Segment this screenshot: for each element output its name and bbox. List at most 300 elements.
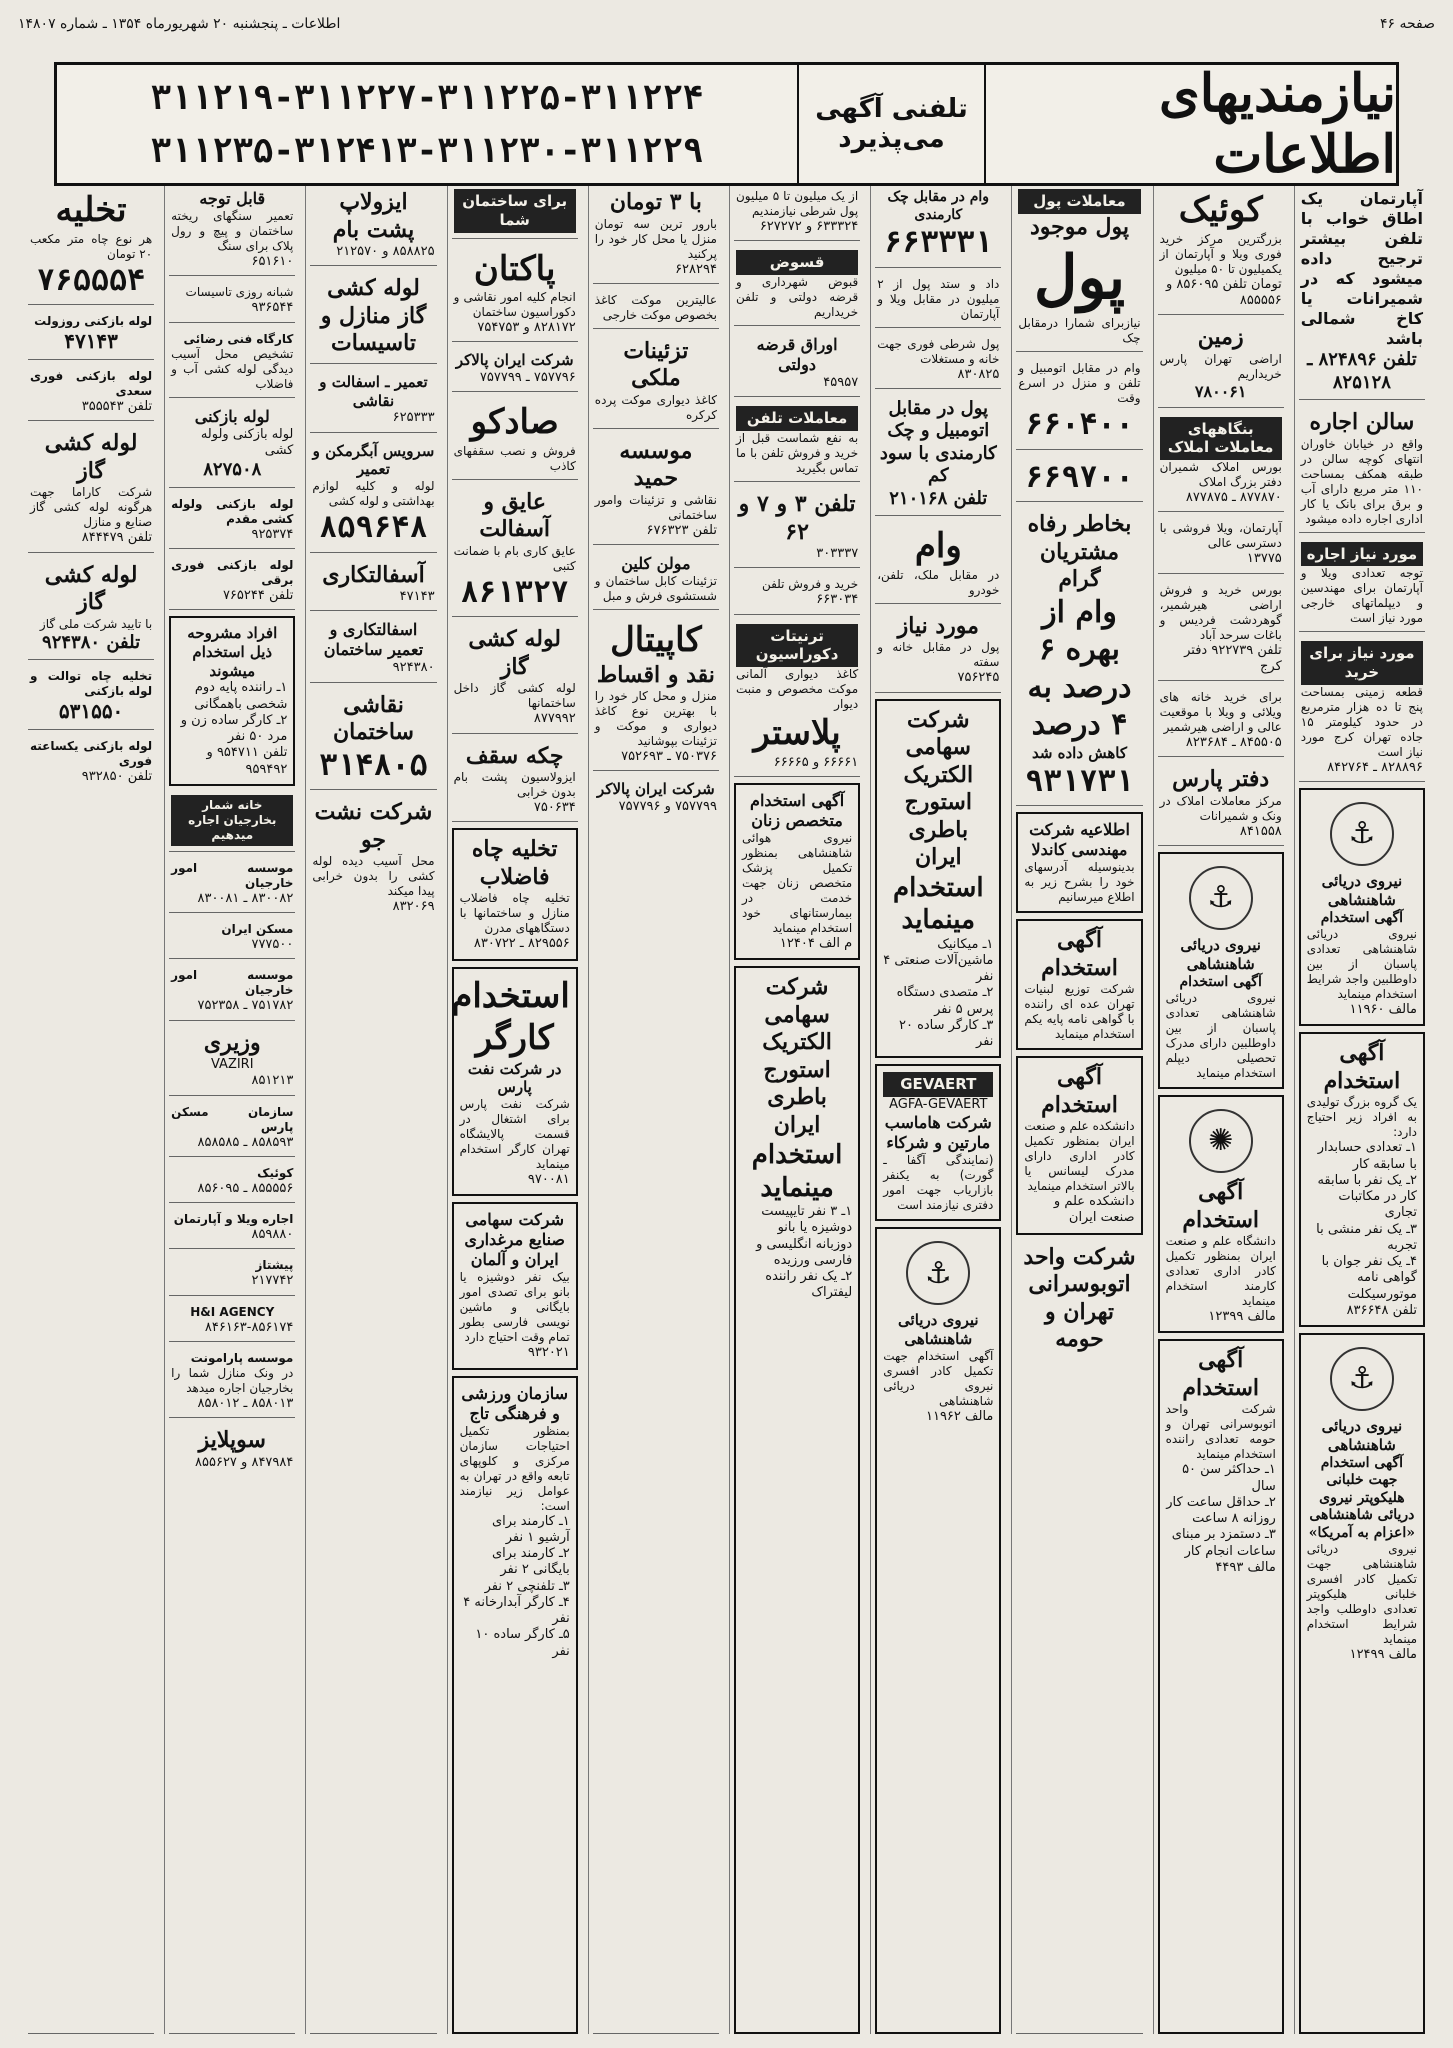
- ad-phone: ۸۵۱۲۱۳: [251, 1073, 294, 1089]
- ad-heading: لوله کشی گاز: [468, 626, 562, 680]
- ad-text: با تایید شرکت ملی گاز: [39, 616, 153, 631]
- ad-insulation-asphalt: [452, 486, 578, 618]
- ad-heading: مورد نیاز: [897, 612, 979, 639]
- ad-phone: ۸۷۷۹۹۲: [533, 711, 576, 727]
- ad-number: ۷۶۵۵۵۴: [36, 262, 146, 298]
- ad-text: (نمایندگی آگفا ـ گورت) به یکنفر بازاریاب جهت امور دفتری نیازمند است: [883, 1153, 994, 1213]
- ad-list-item: ۳ـ کارگر ساده ۲۰ نفر: [898, 1017, 994, 1049]
- ad-phone: ۸۴۵۵۰۵ ـ ۸۲۳۶۸۴: [1185, 735, 1282, 750]
- ad-list-item: ۳ـ دستمزد بر مبنای ساعات انجام کار: [1171, 1527, 1276, 1559]
- ad-phone: ۴۷۱۴۳: [399, 589, 435, 604]
- ad-text: یک گروه بزرگ تولیدی به افراد زیر احتیاج دارد:: [1306, 1095, 1417, 1140]
- ad-text: اراضی تهران پارس خریداریم: [1159, 351, 1282, 381]
- ad-list-item: ۲ـ یک نفر با سابقه کار در مکاتبات تجاری: [1317, 1172, 1417, 1221]
- ad-hamid-institute: [593, 435, 719, 545]
- ad-gas-piping: [452, 623, 578, 733]
- ad-heading: چکه سقف: [465, 742, 564, 769]
- ad-heading: مورد نیاز برای خرید: [1301, 641, 1423, 685]
- ad-paktan: [452, 245, 578, 343]
- ad-heading: وام: [914, 526, 962, 567]
- ad-phone: تلفن ۷۶۵۲۴۴: [222, 587, 294, 603]
- ad-heading: مورد نیاز اجاره: [1301, 542, 1423, 567]
- ad-bills: [734, 247, 860, 326]
- ad-phone: تلفن ۳۵۵۵۴۳: [81, 399, 153, 414]
- ad-quick: [169, 1163, 295, 1203]
- ad-text: از یک میلیون تا ۵ میلیون پول شرطی نیازمندیم: [735, 189, 859, 218]
- ad-heading: سازمان مسکن پارس: [171, 1104, 294, 1134]
- ad-phone: ۷۷۷۵۰۰: [251, 937, 294, 952]
- banner-phones-line-1: ۳۱۱۲۱۹-۳۱۱۲۲۷-۳۱۱۲۲۵-۳۱۱۲۲۴: [150, 77, 704, 118]
- ad-phone: تلفن ۲۱۰۱۶۸: [889, 487, 988, 509]
- ad-phone: ۸۲۹۵۵۶ ـ ۸۳۰۷۲۲: [473, 936, 570, 952]
- ad-heading: آگهی استخدام: [1323, 1040, 1401, 1094]
- ad-heading: نیروی دریائی شاهنشاهی: [898, 1311, 979, 1348]
- ad-big-text: استخدام مینماید: [892, 872, 984, 935]
- ad-nasht-jou: [310, 796, 436, 2034]
- ad-phone: تلفن ۹۲۴۳۸۰: [42, 631, 141, 653]
- ad-logo-text: VAZIRI: [210, 1057, 254, 1072]
- ad-battery-typists: [734, 966, 860, 2034]
- ad-karama-gas: [28, 427, 154, 552]
- ad-text: بزرگترین مرکز خرید فوری ویلا و آپارتمان از یکمیلیون تا ۵۰ میلیون: [1159, 231, 1282, 276]
- ad-heading: بنگاههای معاملات املاک: [1160, 417, 1282, 461]
- ad-heading: شبانه روزی تاسیسات: [185, 285, 294, 300]
- ad-palakar: [452, 348, 578, 392]
- ad-number: ۹۳۱۷۳۱: [1025, 763, 1134, 799]
- ad-heading: وام در مقابل چک کارمندی: [887, 189, 990, 223]
- ad-text: بمنظور تکمیل احتیاجات سازمان مرکزی و کلوپهای تابعه واقع در تهران به عوامل زیر نیازمند است:: [459, 1423, 570, 1513]
- ad-gynecologist: [734, 783, 860, 960]
- ad-text: تشخیص محل آسیب دیدگی لوله کشی آب و فاضلاب: [171, 346, 294, 391]
- ad-money-available: [1016, 186, 1142, 352]
- anchor-emblem-icon: ⚓: [1330, 1347, 1394, 1411]
- ad-heading: ترنیتات دکوراسیون: [736, 624, 858, 668]
- ad-phone: ۲۱۷۷۴۲: [251, 1273, 294, 1289]
- ad-rent-needed: [1299, 539, 1425, 633]
- issue-line: اطلاعات ـ پنجشنبه ۲۰ شهریورماه ۱۳۵۴ ـ شماره ۱۴۸۰۷: [18, 16, 341, 32]
- ad-quick-villa: [1158, 186, 1284, 315]
- ad-iran-palakar: [593, 777, 719, 2034]
- ad-text: مرکز معاملات املاک در ونک و شمیرانات: [1159, 793, 1282, 823]
- ad-heading: نیروی دریائی شاهنشاهی: [1321, 872, 1403, 909]
- ad-heading: آگهی استخدام: [1041, 927, 1118, 981]
- ad-number: ۶۶۳۳۳۱: [884, 225, 993, 260]
- ad-phone: تلفن ۹۳۲۸۵۰: [81, 769, 153, 784]
- ad-asphalting: [310, 559, 436, 612]
- ad-heading: تخلیه چاه توالت و لوله بازکنی: [29, 669, 153, 698]
- ad-phone-trade: [734, 574, 860, 614]
- ad-heading: برای ساختمان شما: [454, 189, 576, 233]
- ad-rent-to-foreigners: [169, 792, 295, 852]
- ad-three-toman: [593, 186, 719, 284]
- ad-text: در مقابل ملک، تلفن، خودرو: [877, 567, 1000, 597]
- ad-phone: ۸۴۱۵۵۸: [1239, 823, 1282, 839]
- ad-subheading: آگهی استخدام جهت خلبانی هلیکوپتر نیروی دریائی شاهنشاهی «اعزام به آمریکا»: [1308, 1454, 1415, 1541]
- ad-worker-hiring: [452, 967, 578, 1197]
- ad-heading: لوله بازکنی فوری برقی: [171, 557, 294, 587]
- ad-foreigners-affairs-2: [169, 965, 295, 1020]
- ad-loan-number: [1016, 456, 1142, 503]
- ad-phone: ۷۵۷۷۹۹ و ۷۵۷۷۹۶: [618, 799, 717, 814]
- ad-big-word: پلاستر: [753, 713, 841, 753]
- ad-text: لوله بازکنی یکساعته فوری: [29, 739, 153, 768]
- ad-phone: ۷۵۰۶۳۴: [533, 800, 576, 815]
- ad-number: ۶۶۰۴۰۰: [1025, 407, 1134, 443]
- ad-heading: نیروی دریائی شاهنشاهی: [1321, 1417, 1403, 1454]
- ad-list-item: ۴ـ کارگر آبدارخانه ۴ نفر: [463, 1594, 570, 1626]
- ad-heading: موسسه امور خارجیان: [171, 860, 294, 890]
- ad-saadi-unclog: [28, 366, 154, 421]
- ad-water-heater: [310, 439, 436, 553]
- ad-text: نقاشی و تزئینات وامور ساختمانی: [594, 492, 717, 522]
- ad-heading: شرکت ایران پالاکر: [455, 351, 574, 370]
- ad-columns: [24, 186, 1429, 2034]
- ad-list-item: ۲ـ متصدی دستگاه پرس ۵ نفر: [896, 985, 994, 1017]
- ad-text: تخلیه چاه فاضلاب منازل و ساختمانها با دستگاههای مدرن: [459, 891, 570, 936]
- ad-phone: ۸۳۰۰۸۲ ـ ۸۳۰۰۸۱: [197, 890, 294, 906]
- column-6: [588, 186, 723, 2034]
- ad-phone: ۹۲۴۳۸۰: [392, 660, 435, 676]
- ad-heading: شرکت هاماسب مارتین و شرکاء: [884, 1113, 992, 1153]
- gevaert-logo: GEVAERT: [883, 1072, 993, 1097]
- ad-number: ۸۵۹۶۴۸: [319, 510, 428, 545]
- ad-heading: ایزولاپ پشت بام: [332, 189, 415, 243]
- ad-number: ۶۶۹۷۰۰: [1025, 459, 1134, 495]
- ad-list-item: ۳ـ تلفنچی ۲ نفر: [484, 1578, 570, 1594]
- ad-reference: مالف ۱۲۳۹۹: [1208, 1309, 1276, 1324]
- ad-text: عایق کاری بام با ضمانت کتبی: [453, 543, 576, 573]
- ad-taj-organization: [452, 1376, 578, 2035]
- ad-emptying: [28, 186, 154, 305]
- ad-villa-rent: [169, 1209, 295, 1249]
- ad-subheading: پول موجود: [1029, 213, 1130, 240]
- ad-toilet-well: [28, 666, 154, 730]
- ad-phone: ۸۵۵۵۵۶ ـ ۸۵۶۰۹۵: [197, 1180, 294, 1196]
- ad-text: نیروی دریائی شاهنشاهی تعدادی پاسبان از بین داوطلبین واجد شرایط استخدام مینماید: [1306, 927, 1417, 1001]
- ad-sadco: [452, 398, 578, 480]
- page-number: صفحه ۴۶: [1379, 16, 1435, 32]
- ad-attention: [169, 186, 295, 276]
- ad-shemiran-estate: [1158, 414, 1284, 513]
- ad-heading: پیشتاز: [255, 1258, 294, 1273]
- ad-heading: نقد و اقساط: [596, 661, 715, 688]
- ad-university-employment: [1158, 1095, 1284, 1333]
- ad-heading: لوله کشی گاز منازل و تاسیسات: [320, 275, 427, 357]
- ad-text: توجه تعدادی ویلا و آپارتمان برای مهندسین و دیپلماتهای خارجی مورد نیاز است: [1300, 566, 1423, 626]
- ad-heading: تخلیه: [55, 190, 127, 230]
- ad-heading: مسکن ایران: [221, 922, 294, 936]
- ad-heading: شرکت ایران پالاکر: [597, 780, 715, 799]
- ad-text: کاغذ دیواری آلمانی موکت مخصوص و منبت دیوار: [735, 667, 859, 711]
- ad-navy-employment: [1158, 852, 1284, 1089]
- ad-loan: [875, 522, 1001, 604]
- ad-heading: عایق و آسفالت: [479, 488, 551, 543]
- ad-heading: موسسه امور خارجیان: [171, 968, 294, 998]
- ad-text: قبوض شهرداری و قرضه دولتی و تلفن خریداریم: [735, 275, 859, 319]
- ad-heading: صادکو: [470, 402, 559, 443]
- ad-text: عالیترین موکت کاغذ بخصوص موکت خارجی: [594, 292, 717, 322]
- ad-big-text: وام از بهره ۶ درصد به ۴ درصد: [1027, 594, 1132, 743]
- ad-science-university: [1016, 1056, 1142, 1235]
- ad-reference: مالف ۱۲۴۹۹: [1349, 1647, 1417, 1662]
- ad-list-item: ۱ـ ۳ نفر تایپیست دوشیزه یا بانو دوزبانه انگلیسی و فارسی ورزیده: [756, 1204, 853, 1268]
- ad-text: بارور ترین سه تومان منزل یا محل کار خود را پرکنید: [594, 216, 717, 261]
- ad-electric-unclog: [169, 555, 295, 610]
- ad-phone: ۶۶۶۶۱ و ۶۶۶۶۵: [773, 754, 859, 770]
- ad-text: نیروی هوائی شاهنشاهی بمنظور تکمیل پزشک متخصص زنان جهت خدمت در بیمارستانهای خود استخدام مینماید: [741, 830, 853, 935]
- ad-list-item: ۱ـ میکانیک ماشین‌آلات صنعتی ۴ نفر: [883, 936, 994, 984]
- column-7: [447, 186, 582, 2034]
- ad-heading: تزئینات ملکی: [623, 337, 689, 392]
- ad-heading: اطلاعیه شرکت مهندسی کاندلا: [1029, 820, 1130, 859]
- ad-phone: ۹۳۶۵۴۴: [251, 300, 294, 316]
- ad-heading: لوله بازکنی ولوله کشی مقدم: [171, 496, 294, 526]
- ad-navy-pilots: [1299, 1333, 1425, 2034]
- ad-conditional-money: [875, 334, 1001, 389]
- ad-purchase-needed: [1299, 638, 1425, 782]
- classifieds-banner: [54, 62, 1399, 186]
- ad-plaster-decor: [734, 621, 860, 777]
- ad-text: محل آسیب دیده لوله کشی را بدون خرابی پیدا میکند: [312, 854, 435, 898]
- ad-phone: ۸۴۶۱۶۳-۸۵۶۱۷۴: [204, 1319, 294, 1335]
- ad-phone: ۸۴۷۹۸۴ و ۸۵۵۶۲۷: [195, 1454, 294, 1470]
- ad-text: پول شرطی فوری جهت خانه و مستغلات: [877, 336, 1000, 366]
- ad-text: لوله و کلیه لوازم بهداشتی و لوله کشی: [312, 479, 435, 508]
- ad-reference: دانشکده علم و صنعت ایران: [1053, 1194, 1135, 1226]
- page-header: [18, 4, 1435, 44]
- ad-text: داد و ستد پول از ۲ میلیون در مقابل ویلا و آپارتمان: [877, 276, 1000, 321]
- ad-text: بورس املاک شمیران دفتر بزرگ املاک: [1159, 460, 1282, 489]
- ad-big-word: کاپیتال: [610, 620, 702, 660]
- ad-hi-agency: [169, 1302, 295, 1342]
- ad-repair-asphalt: [310, 370, 436, 433]
- ad-heading: اوراق قرضه دولتی: [756, 335, 838, 374]
- ad-navy-officers: [875, 1227, 1001, 2034]
- ad-text: لوله کشی گاز داخل ساختمانها: [453, 681, 576, 711]
- ad-reference: مالف ۱۱۹۶۰: [1349, 1002, 1417, 1017]
- ad-for-building: [452, 186, 578, 239]
- ad-phone: ۶۲۸۲۹۴: [675, 261, 717, 277]
- ad-heading: شرکت نشت جو: [314, 799, 433, 853]
- banner-title: نیازمندیهای اطلاعات: [984, 65, 1396, 183]
- ad-isolap-roof: [310, 186, 436, 266]
- ad-subheading: کاهش داده شد: [1031, 743, 1127, 762]
- ad-apartment-wanted: [1299, 186, 1425, 400]
- ad-dairy-employment: [1016, 919, 1142, 1050]
- ad-text: نیازبرای شمارا درمقابل چک: [1018, 316, 1141, 346]
- ad-pars-office: [1158, 763, 1284, 846]
- column-1: [1294, 186, 1429, 2034]
- ad-heading: شرکت سهامی صنایع مرغداری ایران و آلمان: [464, 1210, 566, 1270]
- ad-heading: قابل توجه: [199, 189, 266, 208]
- ad-phone: تلفن ۸۲۴۸۹۶ ـ ۸۲۵۱۲۸: [1307, 349, 1417, 393]
- ad-text: ایزولاسیون پشت بام بدون خرابی: [453, 770, 576, 799]
- ad-phone: ۶۶۳۰۳۴: [816, 592, 859, 608]
- ad-pipe-unclog: [169, 404, 295, 488]
- column-3: [1011, 186, 1146, 2034]
- ad-heading: شرکت واحد اتوبوسرانی تهران و حومه: [1023, 1243, 1136, 1352]
- ad-text: نیروی دریائی شاهنشاهی تعدادی پاسبان از بین داوطلبین دارای مدرک تحصیلی دیپلم استخدام مینماید: [1165, 991, 1276, 1080]
- ad-subheading: AGFA-GEVAERT: [889, 1097, 988, 1112]
- ad-heading: H&I AGENCY: [190, 1304, 275, 1319]
- ad-heading: بخاطر رفاه مشتریان گرام: [1027, 511, 1132, 593]
- ad-production-group: [1299, 1032, 1425, 1327]
- ad-text: شرکت نفت پارس برای اشتغال در قسمت پالایشگاه تهران کارگر استخدام مینماید: [459, 1097, 570, 1171]
- ad-check-loan: [875, 186, 1001, 268]
- ad-supplies: [169, 1424, 295, 2034]
- ad-one-hour-unclog: [28, 736, 154, 2034]
- ad-text: انجام کلیه امور نقاشی و دکوراسیون ساختمان: [453, 290, 576, 319]
- ad-home-gas: [310, 272, 436, 364]
- ad-text: هر نوع چاه متر مکعب ۲۰ تومان: [29, 231, 153, 261]
- ad-phone: ۸۲۸۱۷۲ و ۷۵۴۷۵۳: [477, 320, 576, 335]
- ad-text: وام در مقابل اتومبیل و تلفن و منزل در اسرع وقت: [1018, 361, 1141, 406]
- ad-phone: ۷۵۰۳۷۶ ـ ۷۵۲۶۹۳: [621, 749, 717, 764]
- ad-text: شرکت واحد اتوبوسرانی تهران و حومه تعدادی راننده استخدام مینماید: [1165, 1402, 1276, 1462]
- ad-phone: ۸۷۷۸۷۰ ـ ۸۷۷۸۷۵: [1185, 490, 1282, 505]
- ad-phone: ۶۳۳۳۲۴ و ۶۲۷۲۷۲: [759, 219, 859, 234]
- ad-paramount: [169, 1348, 295, 1418]
- ad-candela-notice: [1016, 812, 1142, 913]
- ad-number: ۳۱۴۸۰۵: [319, 747, 428, 783]
- ad-roosevelt-unclog: [28, 311, 154, 360]
- banner-subtitle: تلفنی آگهی می‌پذیرد: [797, 65, 984, 183]
- ad-text: دانشکده علم و صنعت ایران بمنظور تکمیل کادر اداری دارای مدرک لیسانس یا بالاتر استخدام مینماید: [1024, 1119, 1135, 1193]
- ad-subheading: استورج باطری ایران: [904, 789, 972, 870]
- ad-subheading: استورج باطری ایران: [763, 1056, 831, 1138]
- ad-text: نیروی دریائی شاهنشاهی جهت تکمیل کادر افسری خلبانی هلیکوپتر تعدادی داوطلب واجد شرایط استخدام مینماید: [1306, 1542, 1417, 1646]
- ad-heading: سرویس آبگرمکن و تعمیر: [312, 441, 435, 479]
- ad-list-item: ۱ـ تعدادی حسابدار با سابقه کار: [1317, 1140, 1417, 1172]
- ad-heading: آگهی استخدام: [1182, 1347, 1260, 1401]
- ad-heading: دفتر پارس: [1172, 766, 1270, 793]
- ad-text: شرکت کاراما جهت هرگونه لوله کشی گاز صنایع و منازل: [29, 485, 153, 530]
- ad-text: پول در مقابل اتومبیل و چک کارمندی با سود کم: [879, 397, 997, 487]
- ad-phone: ۷۵۷۷۹۶ ـ ۷۵۷۷۹۹: [479, 370, 576, 385]
- university-emblem-icon: ✺: [1189, 1109, 1253, 1173]
- ad-heading: تعمیر ـ اسفالت و نقاشی: [319, 372, 428, 410]
- ad-text: آگهی استخدام جهت تکمیل کادر افسری نیروی دریائی شاهنشاهی: [883, 1348, 994, 1408]
- ad-reference: م الف ۱۲۴۰۴: [779, 935, 853, 951]
- ad-list-item: ۲ـ حداقل ساعت کار روزانه ۸ ساعت: [1166, 1494, 1276, 1526]
- ad-heading: نیروی دریائی شاهنشاهی: [1180, 936, 1261, 973]
- ad-heading: وزیری: [203, 1029, 261, 1056]
- ad-bonds: [734, 332, 860, 397]
- ad-phone-deals: [734, 403, 860, 482]
- ad-heading: لوله کشی گاز: [44, 561, 138, 615]
- ad-heading: آگهی استخدام: [1182, 1179, 1260, 1233]
- ad-heading: لوله بازکنی روزولت: [34, 314, 153, 328]
- ad-number: ۴۷۱۴۳: [64, 329, 118, 353]
- ad-text: فروش و نصب سقفهای کاذب: [453, 443, 576, 473]
- ad-phone: ۸۲۸۸۹۶ ـ ۸۴۲۷۶۴: [1327, 759, 1423, 775]
- ad-heading: لوله بازکنی: [194, 406, 270, 426]
- ad-number: ۵۳۱۵۵۰: [58, 699, 124, 723]
- ad-phone: ۳۰۳۳۳۷: [816, 546, 859, 561]
- ad-text: آپارتمان یک اطاق خواب با تلفن بیشتر ترجیح داده میشود که در شمیرانات یا کاخ شمالی باشد: [1300, 189, 1423, 348]
- ad-text: شرکت توزیع لبنیات تهران عده ای راننده با گواهی نامه پایه یکم استخدام مینماید: [1024, 982, 1135, 1041]
- ad-phone: تلفن ۸۴۴۴۷۹: [81, 530, 153, 546]
- ad-hall-rent: [1299, 406, 1425, 533]
- ad-text: خرید و فروش تلفن: [761, 577, 859, 592]
- ad-needed: [875, 610, 1001, 693]
- column-2: [1153, 186, 1288, 2034]
- ad-phone: ۸۵۹۸۸۰: [251, 1227, 294, 1242]
- ad-villa-purchase: [1158, 687, 1284, 757]
- ad-heading: افراد مشروحه ذیل استخدام میشوند: [187, 624, 278, 680]
- column-8: [305, 186, 440, 2034]
- ad-heading: موسسه حمید: [619, 437, 693, 492]
- ad-heading: آسفالتکاری: [322, 561, 425, 588]
- ad-list-item: ۲ـ کارمند برای بایگانی ۲ نفر: [492, 1546, 570, 1578]
- banner-phones-line-2: ۳۱۱۲۳۵-۳۱۲۴۱۳-۳۱۱۲۳۰-۳۱۱۲۲۹: [150, 130, 704, 171]
- ad-land: [1158, 321, 1284, 408]
- ad-phone: ۸۳۲۰۶۹: [392, 899, 435, 914]
- ad-text: تعمیر سنگهای ریخته ساختمان و پیچ و رول پلاک برای سنگ: [171, 209, 294, 253]
- ad-navy-police: [1299, 788, 1425, 1026]
- ad-heading: آگهی استخدام: [1041, 1064, 1118, 1118]
- ad-24h-installations: [169, 282, 295, 322]
- ad-phone: ۸۵۸۵۹۳ ـ ۸۵۸۵۸۵: [197, 1134, 294, 1150]
- ad-subheading: در شرکت نفت پارس: [467, 1059, 562, 1097]
- ad-capital: [593, 616, 719, 771]
- ad-phone-lines: [734, 488, 860, 568]
- ad-phone: تلفن ۹۵۴۷۱۱ و ۹۵۹۴۹۲: [206, 745, 288, 777]
- anchor-emblem-icon: ⚓: [1330, 802, 1394, 866]
- ad-heading: آگهی استخدام متخصص زنان: [750, 790, 845, 830]
- ad-reference: مالف ۱۱۹۶۲: [925, 1408, 994, 1424]
- anchor-emblem-icon: ⚓: [906, 1241, 970, 1305]
- ad-heading: اجاره ویلا و آپارتمان: [173, 1212, 294, 1226]
- ad-phone: ۹۷۰۰۸۱: [527, 1172, 570, 1187]
- ad-subheading: آگهی استخدام: [1320, 909, 1404, 926]
- ad-phone: ۷۵۶۲۴۵: [957, 670, 1000, 686]
- ad-heading: کوئیک: [1178, 190, 1263, 230]
- ad-sewage-emptying: [452, 828, 578, 960]
- ad-heading: موسسه پارامونت: [190, 1350, 294, 1365]
- ad-heading: شرکت سهامی الکتریک: [903, 706, 974, 788]
- ad-interest-reduced: [1016, 508, 1142, 806]
- ad-building-painting: [310, 689, 436, 791]
- ad-text: دانشگاه علم و صنعت ایران بمنظور تکمیل کادر اداری تعدادی کارمند استخدام مینماید: [1165, 1234, 1276, 1308]
- ad-phone: ۸۵۸۰۱۳ ـ ۸۵۸۰۱۲: [197, 1395, 294, 1411]
- ad-heading: کارگاه فنی رضائی: [183, 331, 294, 346]
- ad-list-item: ۲ـ یک نفر راننده لیفتراک: [765, 1269, 853, 1301]
- ad-phone: ۶۵۱۶۱۰: [251, 254, 294, 269]
- ad-maskan-iran: [169, 919, 295, 959]
- ad-loan-car: [1016, 358, 1142, 450]
- ad-heading: پاکتان: [473, 248, 556, 289]
- ad-agfa-gevaert: [875, 1064, 1001, 1221]
- ad-people-hired: [169, 616, 295, 786]
- ad-reference: مالف ۴۴۹۳: [1215, 1559, 1276, 1575]
- ad-asphalt-repair: [310, 617, 436, 682]
- ad-heading: تخلیه چاه فاضلاب: [471, 836, 558, 890]
- column-5: [729, 186, 864, 2034]
- ad-list-item: ۱ـ حداکثر سن ۵۰ سال: [1182, 1462, 1276, 1494]
- ad-phone: ۹۲۵۳۷۴: [251, 526, 294, 542]
- ad-moulin-clean: [593, 551, 719, 610]
- ad-text: بدینوسیله آدرسهای خود را بشرح زیر به اطلاع میرسانیم: [1024, 860, 1135, 904]
- ad-moghaddam: [169, 494, 295, 549]
- ad-subheading: آگهی استخدام: [1179, 973, 1262, 990]
- ad-number: ۸۶۱۳۲۷: [460, 574, 569, 610]
- ad-phone: تلفن ۸۳۶۶۴۸: [1346, 1302, 1417, 1318]
- ad-heading: استخدام کارگر: [451, 975, 570, 1058]
- ad-phone: تومان تلفن ۸۵۶۰۹۵ و ۸۵۵۵۵۶: [1166, 276, 1282, 308]
- ad-text: لوله بازکنی ولوله کشی: [200, 426, 294, 458]
- ad-money-car-check: [875, 395, 1001, 517]
